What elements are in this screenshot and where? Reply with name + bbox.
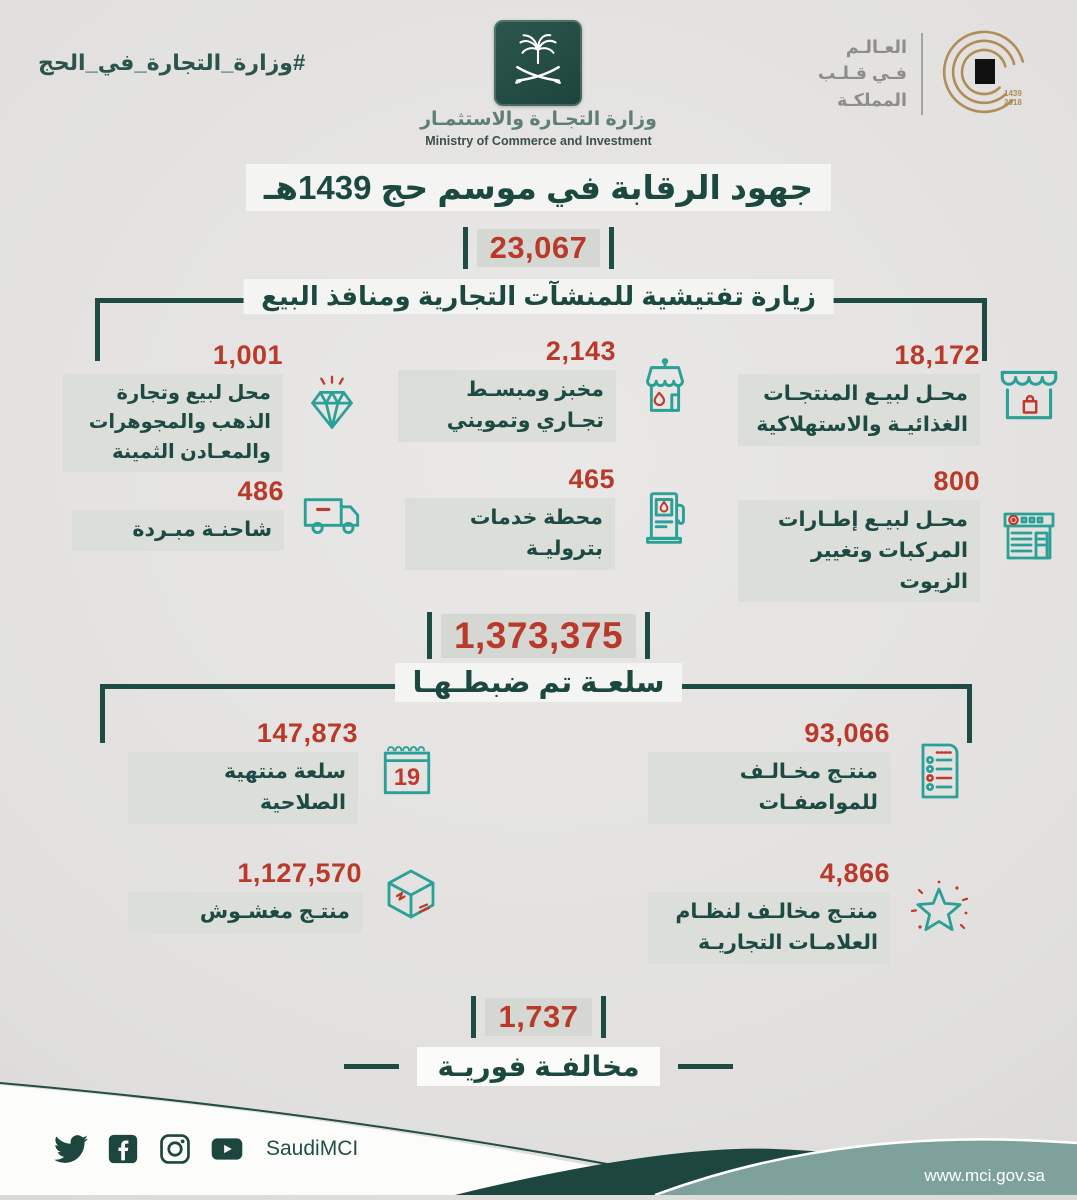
box-icon (372, 859, 450, 931)
social-handle: SaudiMCI (266, 1136, 359, 1160)
stat-item-trucks (72, 476, 372, 551)
section1-label: زيارة تفتيشية للمنشآت التجارية ومنافذ البيع (243, 279, 834, 314)
section2-total: 1,373,375 (441, 614, 636, 658)
stat-item-trademark-violations (648, 858, 978, 964)
stat-label: مخبز ومبسـط تجـاري وتمويني (398, 370, 616, 442)
stat-value: 2,143 (545, 336, 616, 366)
campaign-year-gregorian: 2018 (1004, 98, 1022, 107)
calendar-icon (368, 737, 446, 805)
star-icon (900, 875, 978, 947)
stat-value: 147,873 (256, 718, 358, 748)
ministry-name-arabic: وزارة التجـارة والاستثمـار (420, 109, 657, 130)
youtube-icon[interactable] (208, 1130, 245, 1167)
diamond-icon (293, 371, 371, 441)
stat-item-food-stores (738, 340, 1068, 446)
palm-swords-icon (505, 28, 571, 99)
stat-value: 1,127,570 (237, 858, 362, 888)
stat-item-jewelry (63, 340, 371, 472)
stat-value: 486 (237, 476, 284, 506)
accent-bar (609, 227, 614, 269)
stat-label: منتـج مخـالـف للمواصفـات (648, 752, 890, 824)
grocery-store-icon (990, 356, 1068, 430)
stat-label: منتـج مخالـف لنظـام العلامـات التجاريـة (648, 892, 890, 964)
campaign-slogan-line3: المملكـة (837, 89, 907, 110)
stat-value: 93,066 (804, 718, 890, 748)
stat-item-counterfeit-products (128, 858, 450, 933)
stat-item-nonconforming-products (648, 718, 978, 824)
campaign-slogan-line2: فـي قـلـب (817, 63, 907, 84)
website-url[interactable]: www.mci.gov.sa (924, 1166, 1045, 1185)
calendar-day: 19 (393, 764, 421, 791)
checklist-icon (900, 734, 978, 808)
stat-item-expired-goods (128, 718, 446, 824)
stat-label: محل لبيع وتجارة الذهب والمجوهرات والمعـادن الثمينة (63, 374, 283, 472)
fuel-pump-icon (625, 482, 703, 552)
accent-bar (463, 227, 468, 269)
stat-value: 800 (933, 466, 980, 496)
kaaba-arcs-icon (934, 22, 1034, 127)
stat-value: 18,172 (894, 340, 980, 370)
stat-value: 465 (568, 464, 615, 494)
bakery-stall-icon (626, 354, 704, 424)
stat-label: منتـج مغشـوش (128, 892, 362, 933)
stat-item-tire-shops (738, 466, 1068, 602)
stat-value: 4,866 (819, 858, 890, 888)
stat-value: 1,001 (212, 340, 283, 370)
stat-item-fuel-stations (405, 464, 703, 570)
section1-total-row (0, 227, 1077, 269)
twitter-icon[interactable] (52, 1130, 89, 1167)
page-title: جهود الرقابة في موسم حج 1439هـ (246, 164, 831, 211)
accent-bar (427, 612, 432, 659)
section3-total: 1,737 (485, 998, 591, 1036)
campaign-slogan-line1: العـالـم (845, 37, 907, 57)
section1-total: 23,067 (477, 229, 601, 267)
tire-shop-icon (990, 498, 1068, 570)
refrigerated-truck-icon (294, 476, 372, 550)
section2-total-row (0, 612, 1077, 659)
ministry-name-english: Ministry of Commerce and Investment (425, 134, 652, 148)
stat-label: محـل لبيـع المنتجـات الغذائيـة والاستهلاكية (738, 374, 980, 446)
section2-label: سلعـة تم ضبطـهـا (395, 663, 683, 702)
stat-label: محطة خدمات بتروليـة (405, 498, 615, 570)
campaign-hashtag: #وزارة_التجارة_في_الحج (38, 50, 306, 75)
stat-label: سلعة منتهية الصلاحية (128, 752, 358, 824)
footer-wave (0, 1030, 1077, 1200)
facebook-icon[interactable] (104, 1130, 141, 1167)
stat-label: محـل لبيـع إطـارات المركبات وتغيير الزيوت (738, 500, 980, 602)
campaign-year-hijri: 1439 (1004, 89, 1022, 98)
accent-bar (645, 612, 650, 659)
vertical-divider (921, 33, 923, 115)
stat-label: شاحنـة مبـردة (72, 510, 284, 551)
campaign-slogan (795, 34, 907, 113)
ministry-logo (494, 20, 582, 106)
instagram-icon[interactable] (156, 1130, 193, 1167)
stat-item-bakery (398, 336, 704, 442)
social-bar (52, 1130, 358, 1167)
section3-label: مخالفـة فوريـة (417, 1047, 659, 1086)
